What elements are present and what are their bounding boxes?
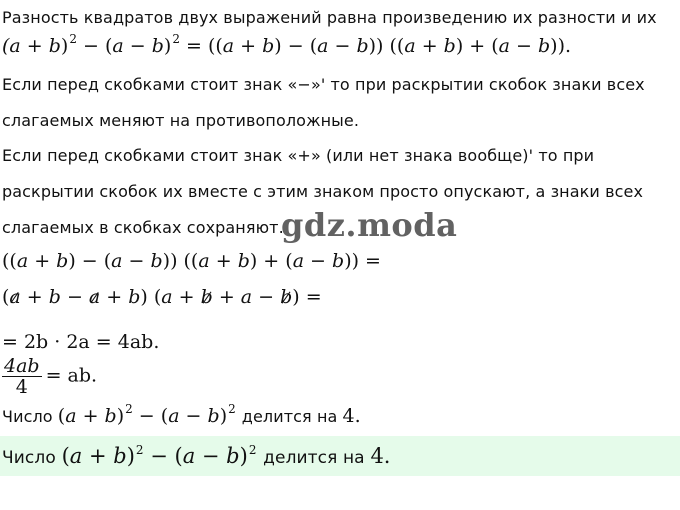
formula-cancelled-terms: (a + b − a + b) (a + b + a − b) =	[2, 286, 322, 308]
formula-difference-of-squares: $(a + b)^2 - (a - b)^2 = ((a + b) - (a - b))$ ((a + b) + (a − b)).	[2, 32, 572, 57]
answer-suffix: делится на	[263, 448, 365, 468]
fraction-numerator: 4ab	[4, 355, 40, 377]
conclusion-prefix: Число	[2, 407, 53, 426]
conclusion-number: 4.	[342, 405, 361, 427]
watermark-logo: gdz.moda	[281, 206, 458, 244]
formula-fraction	[2, 356, 97, 397]
fraction-rhs: = ab.	[45, 364, 98, 387]
answer-prefix: Число	[2, 448, 56, 468]
formula-result: = 2b · 2a = 4ab.	[2, 331, 160, 353]
text-line-1: Разность квадратов двух выражений равна произведению их разности и их	[2, 8, 657, 27]
text-line-7: слагаемых в скобках сохраняют.	[2, 218, 284, 237]
text-line-6: раскрытии скобок их вместе с этим знаком просто опускают, а знаки всех	[2, 182, 644, 201]
formula-expanded-product: ((a + b) − (a − b)) ((a + b) + (a − b)) =	[2, 250, 381, 272]
answer-number: 4.	[370, 444, 391, 468]
text-line-4: слагаемых меняют на противоположные.	[2, 111, 360, 130]
conclusion-line: Число $(a + b)^2 - (a - b)^2$ делится на 4.	[2, 402, 361, 427]
conclusion-suffix: делится на	[241, 407, 338, 426]
text-line-3: Если перед скобками стоит знак «−»' то при раскрытии скобок знаки всех	[2, 75, 645, 94]
fraction	[2, 356, 42, 397]
highlighted-conclusion: Число $(a + b)^2 - (a - b)^2$ делится на 4.	[2, 443, 391, 468]
text-line-5: Если перед скобками стоит знак «+» (или нет знака вообще)' то при	[2, 146, 595, 165]
fraction-denominator: 4	[15, 376, 28, 398]
